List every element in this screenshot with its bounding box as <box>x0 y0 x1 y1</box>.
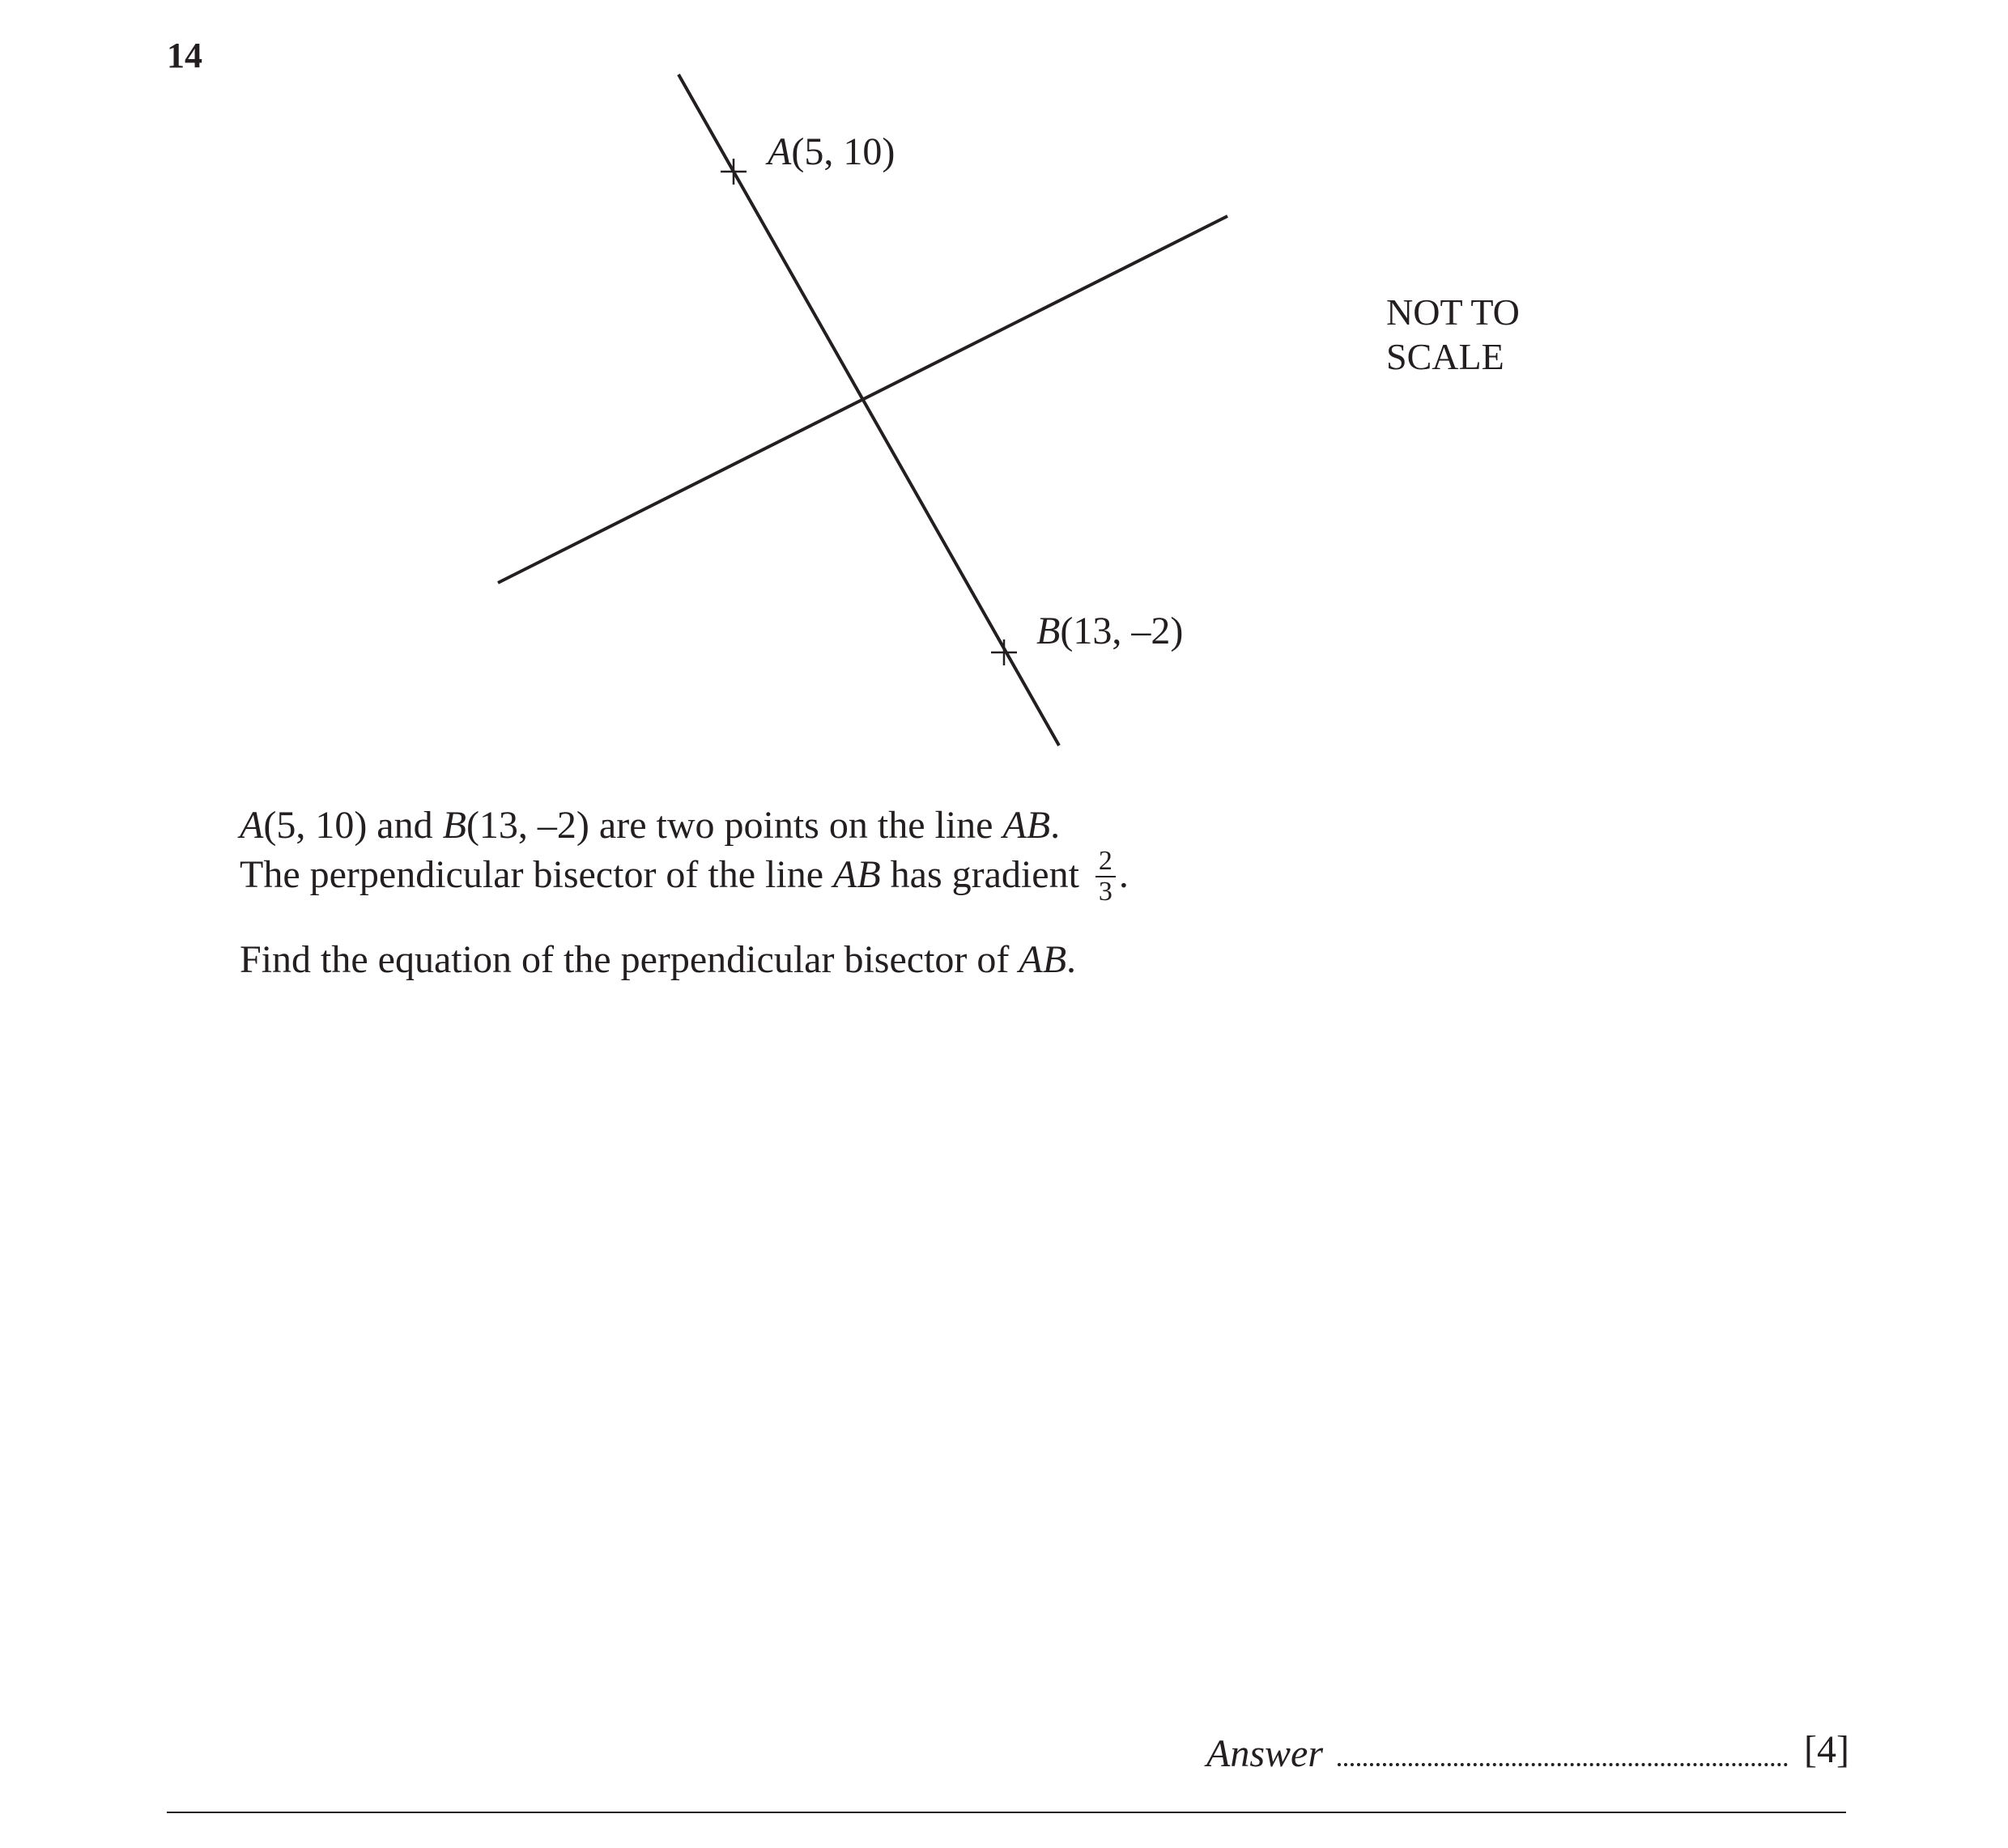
answer-row <box>1206 1727 1788 1777</box>
question-number: 14 <box>167 36 202 75</box>
bottom-rule <box>167 1812 1846 1813</box>
question-statement-line-2: The perpendicular bisector of the line AB has gradient $\frac{2}{3}$ . <box>240 846 1129 907</box>
marks-label: [4] <box>1804 1728 1849 1771</box>
gradient-fraction: $\frac{2}{3}$ <box>1095 847 1116 907</box>
point-a-cross-marker <box>721 159 747 185</box>
answer-line[interactable] <box>1338 1727 1788 1766</box>
point-b-label: B(13, –2) <box>1036 610 1184 652</box>
question-statement-line-1: A(5, 10) and B(13, –2) are two points on the line AB. <box>240 804 1061 847</box>
point-a-label: A(5, 10) <box>768 130 896 173</box>
not-to-scale-note: NOT TO SCALE <box>1386 291 1520 377</box>
perpendicular-bisector <box>498 216 1227 583</box>
geometry-diagram <box>0 0 2008 809</box>
question-instruction: Find the equation of the perpendicular bisector of AB. <box>240 938 1077 981</box>
answer-label: Answer <box>1206 1732 1323 1775</box>
line-ab <box>679 74 1059 746</box>
